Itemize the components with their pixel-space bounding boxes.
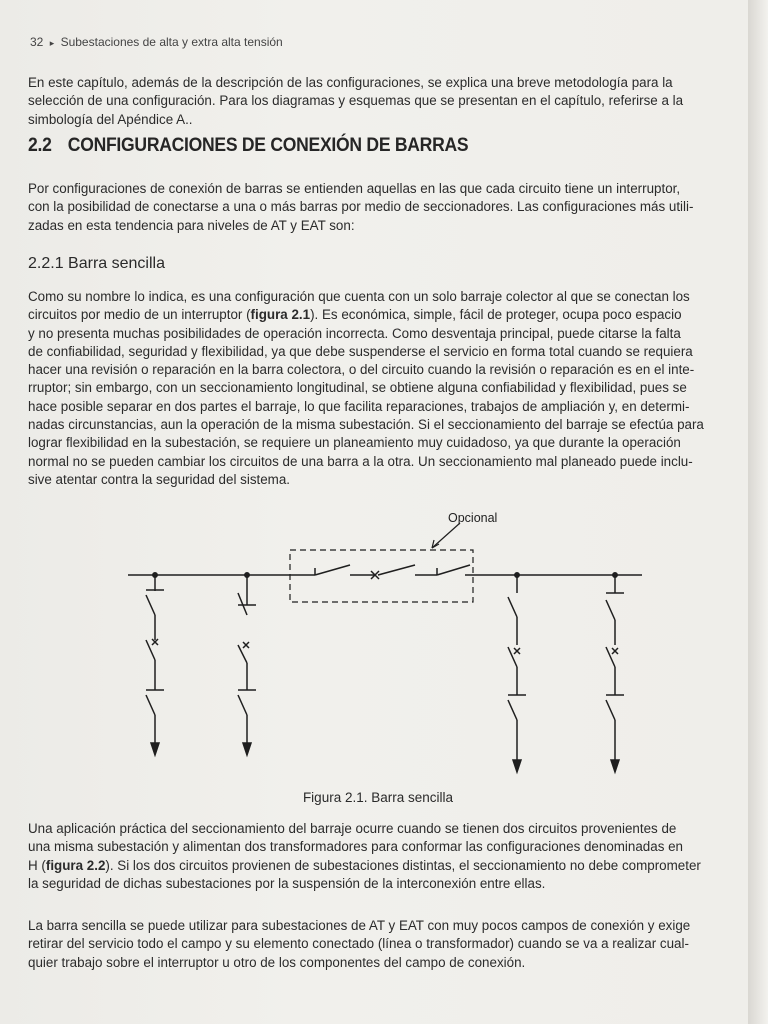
text-line: nadas circunstancias, aun la operación de la misma subestación. Si el seccionamiento del barraje se efectúa para — [28, 417, 704, 433]
section-number: 2.2 — [28, 134, 52, 156]
optional-leader — [432, 523, 460, 548]
optional-dashed-box — [290, 550, 473, 602]
optional-label: Opcional — [448, 511, 498, 525]
text-line: retirar del servicio todo el campo y su elemento conectado (línea o transformador) cuando se va a realizar cual- — [28, 936, 689, 952]
text-line: con la posibilidad de conectarse a una o más barras por medio de seccionadores. Las configuraciones más utili- — [28, 199, 694, 215]
subsection-title: Barra sencilla — [68, 255, 165, 272]
text-line — [28, 857, 701, 875]
single-bus-diagram — [110, 505, 660, 775]
text-line: La barra sencilla se puede utilizar para subestaciones de AT y EAT con muy pocos campos de conexión y exige — [28, 918, 691, 933]
text-line: rruptor; sin embargo, con un seccionamiento longitudinal, se obtiene alguna confiabilidad y flexibilidad, pues se — [28, 380, 687, 396]
text-fragment: ). Si los dos circuitos provienen de subestaciones distintas, el seccionamiento no debe comprometer — [105, 857, 701, 873]
bay-left-2 — [238, 573, 256, 755]
text-line: selección de una configuración. Para los diagramas y esquemas que se presentan en el capítulo, referirse a la — [28, 93, 684, 109]
text-line: simbología del Apéndice A.. — [28, 111, 193, 127]
application-paragraph — [28, 820, 701, 893]
text-line: En este capítulo, además de la descripción de las configuraciones, se explica una breve metodología para la — [28, 75, 673, 90]
subsection-heading — [28, 255, 165, 273]
intro-paragraph — [28, 74, 683, 129]
text-line: Por configuraciones de conexión de barras se entienden aquellas en las que cada circuito tiene un interruptor, — [28, 181, 681, 196]
bus-sectionalizer — [315, 565, 470, 579]
text-fragment: H ( — [28, 857, 46, 873]
page-number: 32 — [30, 35, 44, 49]
text-fragment: ). Es económica, simple, fácil de proteger, ocupa poco espacio — [310, 307, 682, 323]
text-line: hacer una revisión o reparación en la barra colectora, o del circuito cuando la revisión o reparación es en el inte- — [28, 362, 695, 378]
section-heading — [28, 134, 468, 157]
subsection-number: 2.2.1 — [28, 255, 64, 272]
optional-arrowhead — [432, 540, 439, 548]
text-line: Una aplicación práctica del seccionamiento del barraje ocurre cuando se tienen dos circuitos provenientes de — [28, 821, 677, 836]
subsection-paragraph — [28, 288, 704, 489]
running-head — [30, 35, 283, 49]
figure-caption-label: Figura 2.1. — [302, 790, 368, 805]
text-line: quier trabajo sobre el interruptor u otro de los componentes del campo de conexión. — [28, 954, 526, 970]
text-line: normal no se pueden cambiar los circuitos de una barra a la otra. Un seccionamiento mal planeado puede inclu- — [28, 453, 693, 469]
text-line: la seguridad de dichas subestaciones por la suspensión de la interconexión entre ellas. — [28, 875, 546, 891]
text-line: lograr flexibilidad en la subestación, se requiere un planeamiento muy cuidadoso, ya que durante la operación — [28, 435, 681, 451]
text-line: hace posible separar en dos partes el barraje, lo que facilita reparaciones, trabajos de ampliación y, en determi- — [28, 398, 690, 414]
text-line: de confiabilidad, seguridad y flexibilidad, ya que debe suspenderse el servicio en forma total cuando se requiera — [28, 343, 693, 359]
bay-left-1 — [146, 573, 164, 755]
bay-right-2 — [606, 573, 624, 772]
text-line: sive atentar contra la seguridad del sistema. — [28, 471, 291, 487]
figure-reference: figura 2.1 — [250, 307, 311, 323]
text-line: zadas en esta tendencia para niveles de AT y EAT son: — [28, 217, 355, 233]
page-edge — [748, 0, 768, 1024]
figure-caption — [0, 790, 756, 805]
section-paragraph — [28, 180, 693, 235]
final-paragraph — [28, 917, 690, 972]
book-title: Subestaciones de alta y extra alta tensión — [60, 35, 283, 49]
section-title: CONFIGURACIONES DE CONEXIÓN DE BARRAS — [67, 134, 469, 156]
text-line — [28, 306, 704, 324]
running-head-separator: ▸ — [49, 38, 55, 48]
text-line: Como su nombre lo indica, es una configuración que cuenta con un solo barraje colector al que se conectan los — [28, 289, 690, 304]
figure-reference: figura 2.2 — [45, 857, 106, 873]
figure-caption-text: Barra sencilla — [371, 790, 454, 805]
text-fragment: circuitos por medio de un interruptor ( — [28, 307, 251, 323]
bay-right-1 — [508, 573, 526, 772]
text-line: una misma subestación y alimentan dos transformadores para conformar las configuraciones denominadas en — [28, 839, 684, 855]
text-line: y no presenta muchas posibilidades de operación incorrecta. Como desventaja principal, puede citarse la falta — [28, 325, 681, 341]
